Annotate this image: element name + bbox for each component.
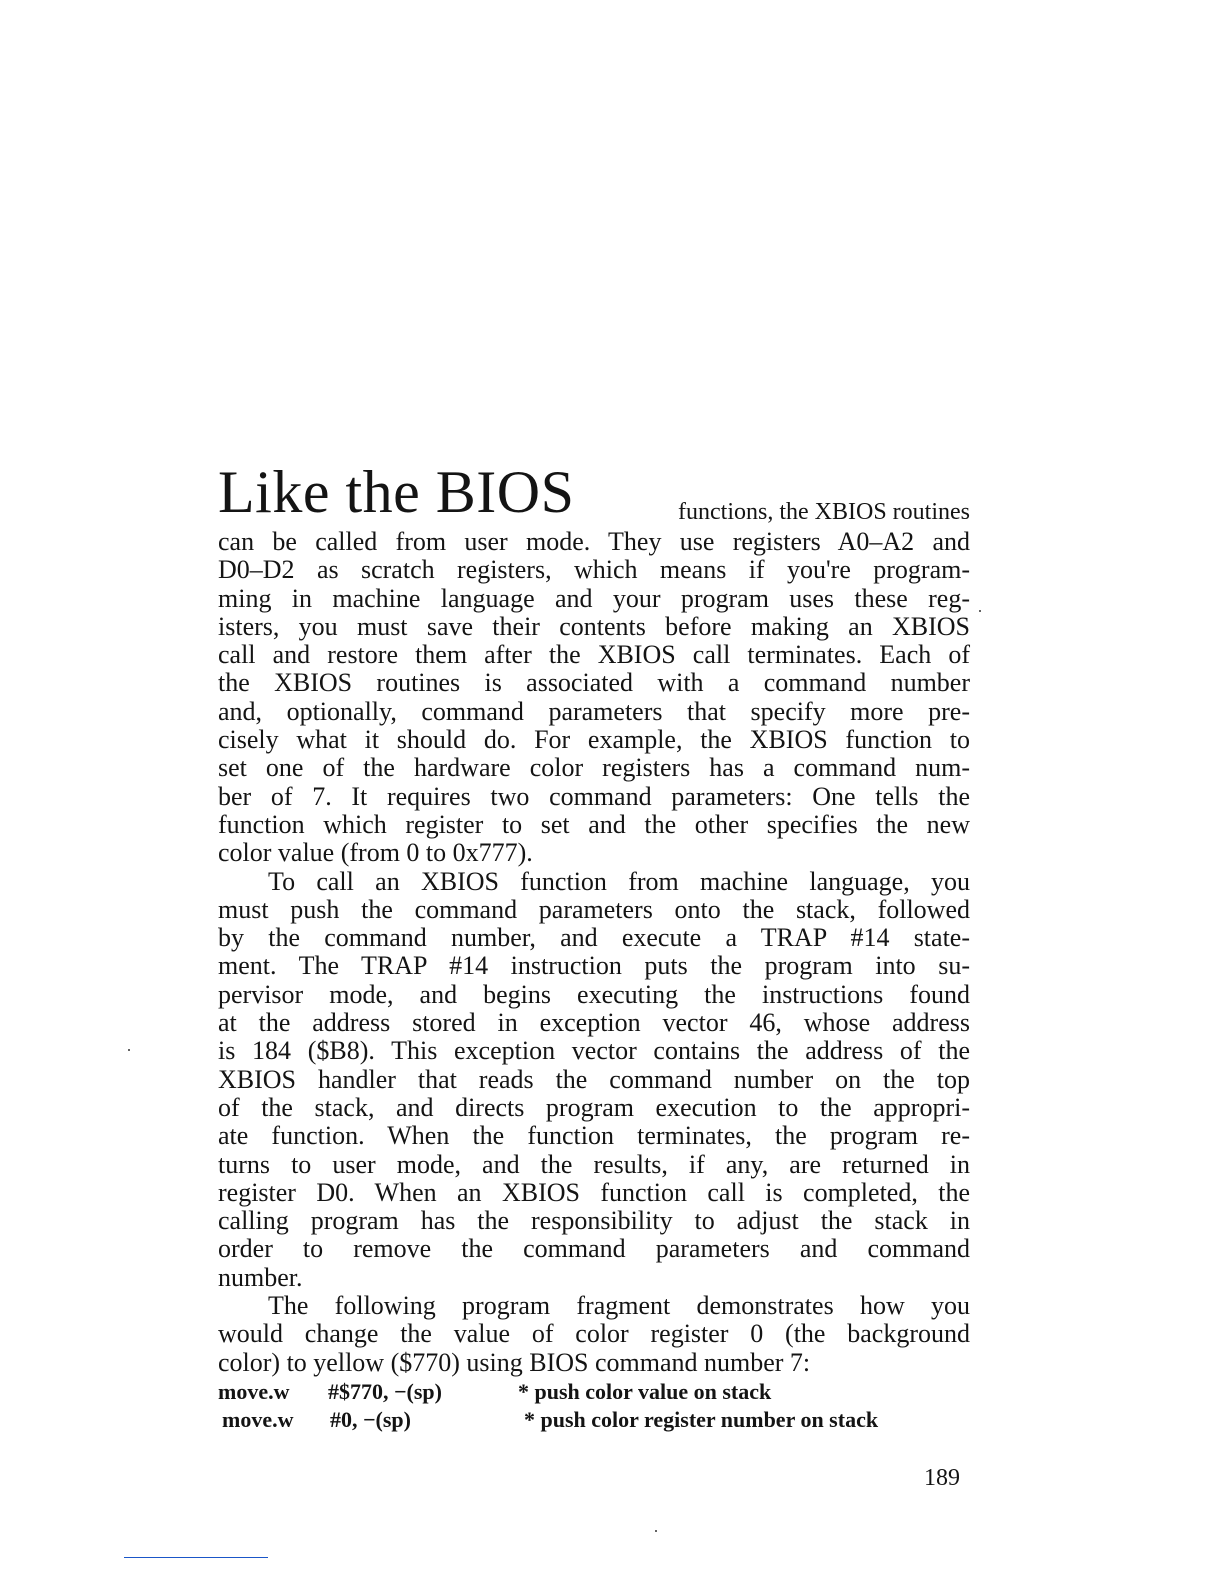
text-line: cisely what it should do. For example, the XBIOS function to bbox=[218, 725, 970, 755]
code-comment: * push color register number on stack bbox=[524, 1407, 879, 1432]
code-operand: #$770, −(sp) bbox=[328, 1379, 442, 1404]
text-line: by the command number, and execute a TRAP #14 state- bbox=[218, 923, 970, 953]
text-line: would change the value of color register 0 (the background bbox=[218, 1319, 970, 1349]
drop-lead-heading: Like the BIOS bbox=[218, 459, 575, 525]
text-line: call and restore them after the XBIOS call terminates. Each of bbox=[218, 640, 970, 670]
text-line: order to remove the command parameters and command bbox=[218, 1234, 970, 1264]
scan-speck bbox=[128, 1049, 130, 1051]
body-text bbox=[218, 458, 970, 1377]
text-line: The following program fragment demonstrates how you bbox=[268, 1291, 970, 1321]
text-line: and, optionally, command parameters that specify more pre- bbox=[218, 696, 970, 726]
paragraph-3 bbox=[218, 1292, 970, 1377]
code-line bbox=[218, 1406, 978, 1434]
text-line: can be called from user mode. They use registers A0–A2 and bbox=[218, 527, 970, 556]
code-operand: #0, −(sp) bbox=[330, 1407, 411, 1432]
text-line: of the stack, and directs program execution to the appropri- bbox=[218, 1092, 970, 1122]
text-line: function which register to set and the other specifies the new bbox=[218, 809, 970, 839]
text-line: at the address stored in exception vector 46, whose address bbox=[218, 1008, 970, 1038]
scan-speck bbox=[655, 1530, 657, 1532]
text-line: isters, you must save their contents before making an XBIOS bbox=[218, 611, 970, 641]
text-line: set one of the hardware color registers has a command num- bbox=[218, 753, 970, 783]
text-line: D0–D2 as scratch registers, which means if you're program- bbox=[218, 555, 970, 585]
opening-line bbox=[218, 458, 970, 528]
scan-speck bbox=[979, 610, 981, 612]
text-line: number. bbox=[218, 1262, 303, 1292]
text-line: color value (from 0 to 0x777). bbox=[218, 838, 533, 868]
paragraph-2 bbox=[218, 868, 970, 1292]
code-listing bbox=[218, 1378, 978, 1434]
code-comment: * push color value on stack bbox=[518, 1379, 772, 1404]
text-line: XBIOS handler that reads the command number on the top bbox=[218, 1064, 970, 1094]
text-line: pervisor mode, and begins executing the instructions found bbox=[218, 979, 970, 1009]
text-line: ment. The TRAP #14 instruction puts the program into su- bbox=[218, 951, 970, 981]
text-line: color) to yellow ($770) using BIOS command number 7: bbox=[218, 1347, 811, 1377]
text-line: turns to user mode, and the results, if any, are returned in bbox=[218, 1149, 970, 1179]
code-opcode: move.w bbox=[218, 1379, 290, 1404]
code-opcode: move.w bbox=[222, 1407, 294, 1432]
code-line bbox=[218, 1378, 978, 1406]
text-line: must push the command parameters onto the stack, followed bbox=[218, 894, 970, 924]
text-line: ber of 7. It requires two command parameters: One tells the bbox=[218, 781, 970, 811]
text-line: ming in machine language and your program uses these reg- bbox=[218, 583, 970, 613]
page-number: 189 bbox=[924, 1465, 960, 1491]
opening-line-rest: functions, the XBIOS routines bbox=[678, 499, 970, 525]
text-line: To call an XBIOS function from machine language, you bbox=[268, 866, 970, 896]
text-line: calling program has the responsibility to adjust the stack in bbox=[218, 1206, 970, 1236]
paragraph-1 bbox=[218, 528, 970, 868]
text-line: the XBIOS routines is associated with a command number bbox=[218, 668, 970, 698]
text-line: register D0. When an XBIOS function call is completed, the bbox=[218, 1177, 970, 1207]
text-line: ate function. When the function terminates, the program re- bbox=[218, 1121, 970, 1151]
text-line: is 184 ($B8). This exception vector contains the address of the bbox=[218, 1036, 970, 1066]
footer-rule bbox=[124, 1557, 268, 1558]
